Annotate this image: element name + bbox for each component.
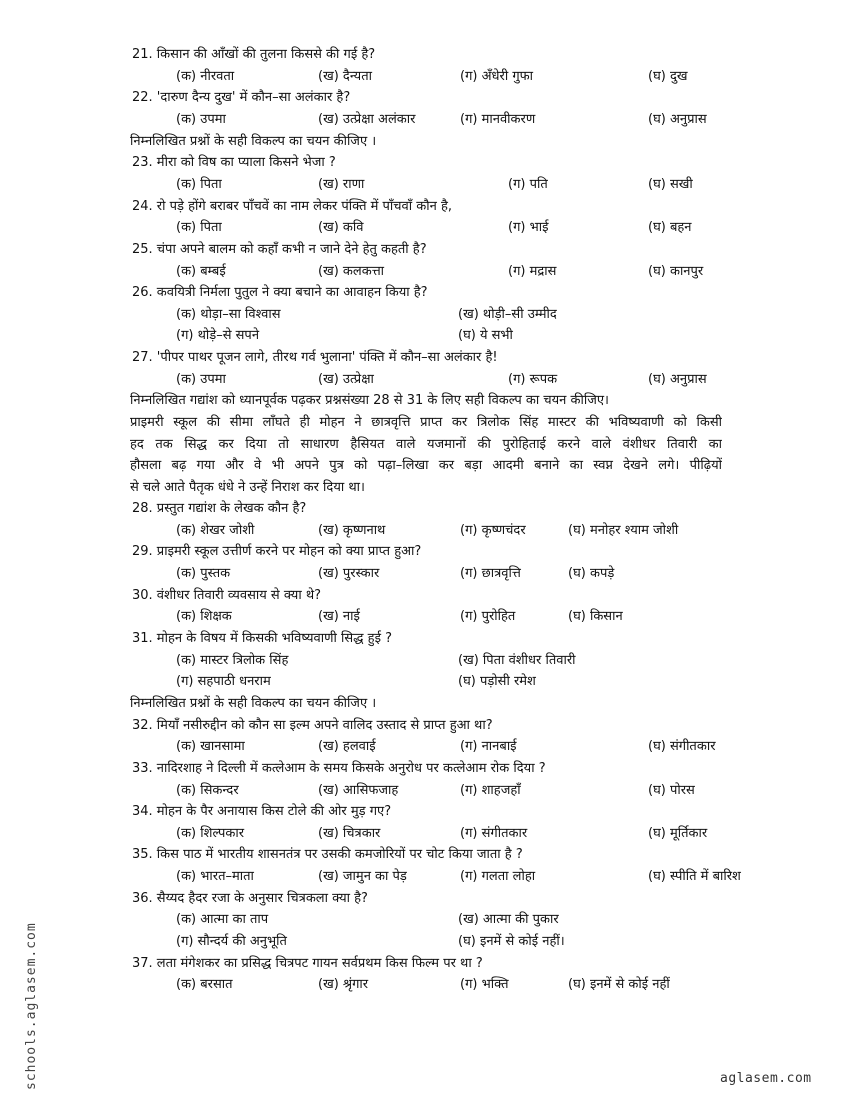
option: (ग) भाई <box>508 220 549 236</box>
option: (ख) जामुन का पेड़ <box>318 869 407 885</box>
option: (ग) मानवीकरण <box>460 111 536 127</box>
option: (क) सिकन्दर <box>176 782 239 798</box>
option: (घ) मूर्तिकार <box>648 825 708 841</box>
option: (ख) हलवाई <box>318 739 376 755</box>
option: (क) बम्बई <box>176 263 226 279</box>
option: (ग) सहपाठी धनराम <box>176 674 271 690</box>
options-row <box>0 606 850 627</box>
option: (घ) किसान <box>568 609 623 625</box>
instruction: निम्नलिखित प्रश्नों के सही विकल्प का चयन कीजिए । <box>130 133 377 149</box>
question: 26. कवयित्री निर्मला पुतुल ने क्या बचाने का आवाहन किया है? <box>132 285 428 301</box>
question: 23. मीरा को विष का प्याला किसने भेजा ? <box>132 155 336 171</box>
options-row <box>0 866 850 887</box>
passage-line: हौसला बढ़ गया और वे भी अपने पुत्र को पढ़ा–लिखा कर बड़ा आदमी बनाने का स्वप्न देखने लगे। पीढ़ियों <box>130 458 722 474</box>
option: (घ) कपड़े <box>568 566 615 581</box>
options-row <box>0 823 850 844</box>
question: 21. किसान की आँखों की तुलना किससे की गई है? <box>132 47 376 62</box>
option: (ग) अँधेरी गुफा <box>460 68 534 84</box>
instruction: निम्नलिखित गद्यांश को ध्यानपूर्वक पढ़कर प्रश्नसंख्या 28 से 31 के लिए सही विकल्प का चयन कीजिए। <box>130 393 609 409</box>
option: (ग) मद्रास <box>508 263 557 279</box>
question: 37. लता मंगेशकर का प्रसिद्ध चित्रपट गायन सर्वप्रथम किस फिल्म पर था ? <box>132 955 483 971</box>
options-row <box>0 650 850 671</box>
passage <box>130 412 722 498</box>
option: (घ) पड़ोसी रमेश <box>458 674 536 690</box>
option: (घ) बहन <box>648 220 692 236</box>
option: (ग) सौन्दर्य की अनुभूति <box>176 934 287 950</box>
options-row <box>0 520 850 541</box>
option: (क) शिल्पकार <box>176 825 245 841</box>
option: (ग) पति <box>508 176 548 192</box>
question: 34. मोहन के पैर अनायास किस टोले की ओर मुड़ गए? <box>132 804 392 820</box>
options-row <box>0 304 850 325</box>
option: (ख) पुरस्कार <box>318 566 380 581</box>
options-row <box>0 369 850 390</box>
question: 27. 'पीपर पाथर पूजन लागे, तीरथ गर्व भुलाना' पंक्ति में कौन–सा अलंकार है! <box>132 350 498 366</box>
option: (ग) संगीतकार <box>460 825 528 841</box>
option: (ख) राणा <box>318 176 365 192</box>
option: (ख) श्रृंगार <box>318 977 369 993</box>
option: (क) बरसात <box>176 977 233 993</box>
question: 31. मोहन के विषय में किसकी भविष्यवाणी सिद्ध हुई ? <box>132 630 392 646</box>
option: (ख) चित्रकार <box>318 825 381 841</box>
footer-watermark: aglasem.com <box>720 1071 812 1086</box>
option: (ग) रूपक <box>508 371 558 387</box>
options-row <box>0 671 850 692</box>
option: (घ) स्पीति में बारिश <box>648 869 741 885</box>
question: 22. 'दारुण दैन्य दुख' में कौन–सा अलंकार है? <box>132 90 351 106</box>
option: (ग) छात्रवृत्ति <box>460 566 521 581</box>
question: 30. वंशीधर तिवारी व्यवसाय से क्या थे? <box>132 587 322 603</box>
option: (घ) संगीतकार <box>648 739 716 755</box>
option: (क) आत्मा का ताप <box>176 912 269 928</box>
option: (ग) भक्ति <box>460 977 509 993</box>
instruction: निम्नलिखित प्रश्नों के सही विकल्प का चयन कीजिए । <box>130 695 377 711</box>
options-row <box>0 974 850 995</box>
option: (घ) इनमें से कोई नहीं। <box>458 934 565 950</box>
options-row <box>0 217 850 238</box>
option: (घ) सखी <box>648 176 693 192</box>
question: 29. प्राइमरी स्कूल उत्तीर्ण करने पर मोहन को क्या प्राप्त हुआ? <box>132 544 422 560</box>
option: (ख) उत्प्रेक्षा अलंकार <box>318 111 416 127</box>
question: 35. किस पाठ में भारतीय शासनतंत्र पर उसकी कमजोरियों पर चोट किया जाता है ? <box>132 847 523 863</box>
option: (ख) कलकत्ता <box>318 263 385 279</box>
passage-line: हद तक सिद्ध कर दिया तो साधारण हैसियत वाले यजमानों की पुरोहिताई करने वाले वंशीधर तिवारी का <box>130 436 722 452</box>
option: (घ) मनोहर श्याम जोशी <box>568 522 679 538</box>
option: (क) पिता <box>176 220 222 236</box>
option: (ख) उत्प्रेक्षा <box>318 371 374 387</box>
option: (घ) अनुप्रास <box>648 371 707 387</box>
option: (ख) दैन्यता <box>318 68 372 84</box>
question: 28. प्रस्तुत गद्यांश के लेखक कौन है? <box>132 501 307 517</box>
option: (ग) गलता लोहा <box>460 869 536 885</box>
option: (ख) आत्मा की पुकार <box>458 912 559 928</box>
option: (घ) इनमें से कोई नहीं <box>568 977 670 993</box>
option: (ख) कवि <box>318 220 364 236</box>
option: (क) उपमा <box>176 371 226 387</box>
option: (क) पुस्तक <box>176 566 231 581</box>
option: (ख) नाई <box>318 609 360 625</box>
options-row <box>0 325 850 346</box>
option: (क) शेखर जोशी <box>176 522 255 538</box>
option: (क) शिक्षक <box>176 609 232 625</box>
options-row <box>0 261 850 282</box>
option: (ग) नानबाई <box>460 739 517 755</box>
question: 36. सैय्यद हैदर रजा के अनुसार चित्रकला क्या है? <box>132 890 368 906</box>
option: (ख) कृष्णनाथ <box>318 522 386 538</box>
option: (क) खानसामा <box>176 739 245 755</box>
question: 32. मियाँ नसीरुद्दीन को कौन सा इल्म अपने वालिद उस्ताद से प्राप्त हुआ था? <box>132 717 493 733</box>
options-row <box>0 174 850 195</box>
option: (ख) आसिफजाह <box>318 782 399 798</box>
option: (ग) थोड़े–से सपने <box>176 328 260 344</box>
option: (क) भारत–माता <box>176 869 254 885</box>
options-row <box>0 66 850 87</box>
option: (ख) पिता वंशीधर तिवारी <box>458 652 576 668</box>
passage-line: से चले आते पैतृक धंधे ने उन्हें निराश कर दिया था। <box>130 479 365 495</box>
option: (क) थोड़ा–सा विश्वास <box>176 306 281 322</box>
option: (घ) ये सभी <box>458 328 513 344</box>
question: 25. चंपा अपने बालम को कहाँ कभी न जाने देने हेतु कहती है? <box>132 241 427 257</box>
side-watermark: schools.aglasem.com <box>24 922 39 1090</box>
passage-line: प्राइमरी स्कूल की सीमा लाँघते ही मोहन ने छात्रवृत्ति प्राप्त कर त्रिलोक सिंह मास्टर की भविष्यवाणी को किसी <box>130 415 722 431</box>
options-row <box>0 931 850 952</box>
option: (घ) अनुप्रास <box>648 111 707 127</box>
option: (ग) पुरोहित <box>460 609 516 625</box>
question: 33. नादिरशाह ने दिल्ली में कत्लेआम के समय किसके अनुरोध पर कत्लेआम रोक दिया ? <box>132 760 546 776</box>
option: (घ) दुख <box>648 68 688 84</box>
option: (ख) थोड़ी–सी उम्मीद <box>458 306 557 322</box>
option: (क) उपमा <box>176 111 226 127</box>
option: (घ) पोरस <box>648 782 695 798</box>
option: (क) मास्टर त्रिलोक सिंह <box>176 652 289 668</box>
options-row <box>0 109 850 130</box>
option: (क) पिता <box>176 176 222 192</box>
option: (घ) कानपुर <box>648 263 704 279</box>
options-row <box>0 909 850 930</box>
options-row <box>0 780 850 801</box>
option: (क) नीरवता <box>176 68 235 84</box>
options-row <box>0 736 850 757</box>
options-row <box>0 563 850 584</box>
option: (ग) कृष्णचंदर <box>460 522 526 538</box>
option: (ग) शाहजहाँ <box>460 782 521 798</box>
question: 24. रो पड़े होंगे बराबर पाँचवें का नाम लेकर पंक्ति में पाँचवाँ कौन है, <box>132 198 453 214</box>
